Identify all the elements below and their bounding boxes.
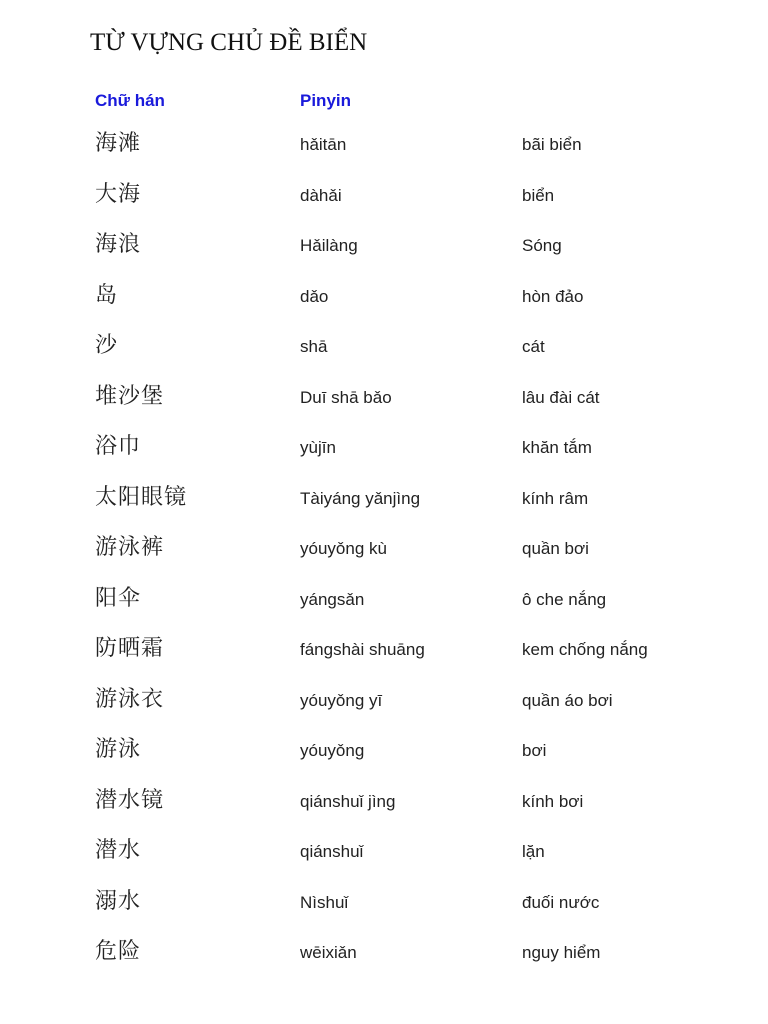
page-title: TỪ VỰNG CHỦ ĐỀ BIỂN bbox=[90, 29, 368, 56]
hanzi-cell: 防晒霜 bbox=[95, 636, 165, 661]
table-row bbox=[95, 282, 715, 337]
hanzi-cell: 浴巾 bbox=[95, 434, 142, 459]
meaning-cell: quần bơi bbox=[522, 539, 589, 558]
table-row bbox=[95, 535, 715, 589]
meaning-cell: bơi bbox=[522, 741, 547, 760]
hanzi-cell: 太阳眼镜 bbox=[95, 484, 188, 510]
meaning-cell: Sóng bbox=[522, 236, 562, 255]
meaning-cell: đuối nước bbox=[522, 892, 600, 912]
pinyin-cell: yóuyǒng yī bbox=[300, 690, 383, 710]
pinyin-cell: wēixiǎn bbox=[300, 943, 357, 962]
pinyin-cell: shā bbox=[300, 337, 328, 356]
meaning-cell: khăn tắm bbox=[522, 438, 592, 457]
pinyin-cell: yóuyǒng kù bbox=[300, 539, 387, 558]
table-row bbox=[95, 585, 715, 640]
pinyin-cell: Hǎilàng bbox=[300, 236, 358, 255]
table-row bbox=[95, 787, 715, 842]
hanzi-cell: 堆沙堡 bbox=[95, 383, 165, 409]
vocabulary-table bbox=[95, 90, 715, 993]
table-row bbox=[95, 686, 715, 741]
meaning-cell: biển bbox=[522, 185, 555, 205]
hanzi-cell: 游泳衣 bbox=[95, 686, 165, 712]
hanzi-cell: 海滩 bbox=[95, 131, 142, 156]
hanzi-cell: 岛 bbox=[95, 282, 119, 308]
pinyin-cell: dǎo bbox=[300, 286, 329, 306]
hanzi-cell: 大海 bbox=[95, 181, 142, 207]
table-row bbox=[95, 636, 715, 690]
pinyin-cell: qiánshuǐ jìng bbox=[300, 791, 396, 811]
pinyin-cell: Duī shā bǎo bbox=[300, 387, 392, 407]
hanzi-cell: 海浪 bbox=[95, 232, 142, 257]
meaning-cell: cát bbox=[522, 337, 545, 356]
hanzi-cell: 游泳裤 bbox=[95, 535, 165, 560]
meaning-cell: lặn bbox=[522, 842, 545, 861]
pinyin-cell: yángsǎn bbox=[300, 589, 365, 609]
hanzi-cell: 潜水镜 bbox=[95, 787, 165, 813]
meaning-cell: ô che nắng bbox=[522, 589, 607, 609]
pinyin-cell: hǎitān bbox=[300, 135, 347, 154]
vocabulary-rows bbox=[95, 131, 715, 993]
table-row bbox=[95, 181, 715, 236]
table-header-row bbox=[95, 90, 715, 112]
pinyin-cell: qiánshuǐ bbox=[300, 842, 364, 861]
hanzi-cell: 危险 bbox=[95, 939, 142, 964]
table-row bbox=[95, 939, 715, 993]
pinyin-cell: yóuyǒng bbox=[300, 741, 365, 760]
pinyin-cell: Tàiyáng yǎnjìng bbox=[300, 488, 421, 508]
hanzi-cell: 阳伞 bbox=[95, 585, 142, 611]
meaning-cell: nguy hiểm bbox=[522, 943, 601, 962]
pinyin-cell: dàhǎi bbox=[300, 185, 342, 205]
table-row bbox=[95, 484, 715, 539]
table-row bbox=[95, 232, 715, 286]
hanzi-cell: 沙 bbox=[95, 333, 119, 358]
column-header-hanzi: Chữ hán bbox=[95, 91, 165, 110]
meaning-cell: kem chống nắng bbox=[522, 640, 648, 659]
meaning-cell: lâu đài cát bbox=[522, 387, 600, 407]
meaning-cell: kính bơi bbox=[522, 791, 584, 811]
pinyin-cell: fángshài shuāng bbox=[300, 640, 425, 659]
table-row bbox=[95, 131, 715, 185]
table-row bbox=[95, 383, 715, 438]
meaning-cell: hòn đảo bbox=[522, 286, 584, 306]
pinyin-cell: yùjīn bbox=[300, 438, 336, 457]
meaning-cell: quần áo bơi bbox=[522, 690, 613, 710]
table-row bbox=[95, 737, 715, 791]
table-row bbox=[95, 838, 715, 892]
table-row bbox=[95, 434, 715, 488]
meaning-cell: kính râm bbox=[522, 488, 589, 508]
hanzi-cell: 溺水 bbox=[95, 888, 142, 914]
meaning-cell: bãi biển bbox=[522, 135, 582, 154]
pinyin-cell: Nìshuǐ bbox=[300, 892, 349, 912]
hanzi-cell: 潜水 bbox=[95, 838, 142, 863]
hanzi-cell: 游泳 bbox=[95, 737, 142, 762]
table-row bbox=[95, 888, 715, 943]
table-row bbox=[95, 333, 715, 387]
column-header-pinyin: Pinyin bbox=[300, 91, 352, 110]
